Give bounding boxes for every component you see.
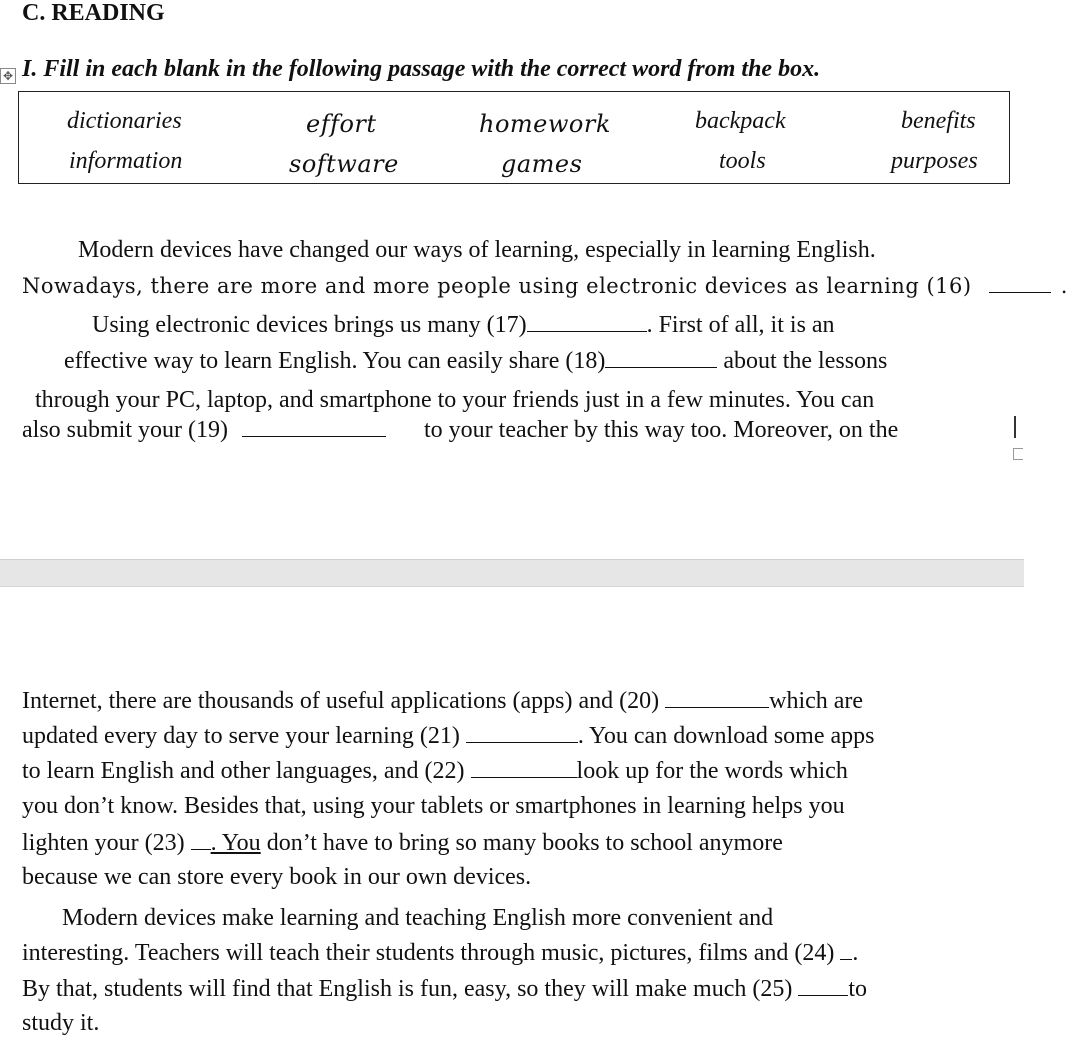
passage-line <box>92 312 835 339</box>
word-box-item: backpack <box>695 108 786 134</box>
word-box-item: software <box>289 150 399 178</box>
passage-text: to your teacher by this way too. Moreover, on the <box>423 417 899 443</box>
blank-22[interactable] <box>471 759 577 778</box>
passage-line: Modern devices make learning and teaching English more convenient and <box>62 905 774 931</box>
blank-21[interactable] <box>466 724 578 743</box>
passage-text: updated every day to serve your learning (21) <box>22 723 460 749</box>
passage-text: . <box>852 940 859 966</box>
word-box-item: homework <box>479 110 611 138</box>
blank-24[interactable] <box>840 941 852 960</box>
blank-25[interactable] <box>798 977 848 996</box>
word-box-item: information <box>69 148 183 174</box>
passage-line <box>22 688 863 715</box>
passage-line <box>22 758 848 785</box>
passage-text: effective way to learn English. You can easily share (18) <box>64 348 606 374</box>
passage-text: . <box>1060 274 1068 298</box>
passage-line <box>22 940 858 967</box>
passage-line <box>22 417 898 444</box>
passage-line: study it. <box>22 1010 100 1036</box>
passage-text: . First of all, it is an <box>646 312 835 338</box>
passage-line: Modern devices have changed our ways of learning, especially in learning English. <box>78 237 876 263</box>
passage-text: Nowadays, there are more and more people using electronic devices as learning (16) <box>22 274 972 298</box>
passage-text: to <box>848 976 868 1002</box>
passage-text: lighten your (23) <box>22 830 185 856</box>
passage-text: which are <box>769 688 864 714</box>
passage-text: By that, students will find that English is fun, easy, so they will make much (25) <box>22 976 793 1002</box>
passage-text: also submit your (19) <box>22 417 228 443</box>
word-box <box>18 91 1010 184</box>
passage-line: through your PC, laptop, and smartphone to your friends just in a few minutes. You can <box>35 387 875 413</box>
blank-16[interactable] <box>989 274 1051 293</box>
passage-line <box>22 830 783 857</box>
passage-text: interesting. Teachers will teach their students through music, pictures, films and (24) <box>22 940 835 966</box>
word-box-item: games <box>501 150 583 178</box>
blank-17[interactable] <box>527 313 647 332</box>
section-heading: C. READING <box>22 0 165 26</box>
word-box-item: effort <box>306 110 377 138</box>
word-box-item: benefits <box>901 108 976 134</box>
passage-text: look up for the words which <box>576 758 848 784</box>
word-box-item: dictionaries <box>67 108 182 134</box>
passage-line <box>64 348 887 375</box>
word-box-item: purposes <box>891 148 978 174</box>
passage-text: . You <box>210 830 261 856</box>
page-edge-marker <box>1013 448 1023 460</box>
passage-line <box>22 976 867 1003</box>
table-move-handle-icon[interactable]: ✥ <box>0 68 16 84</box>
passage-text: don’t have to bring so many books to school anymore <box>260 830 783 856</box>
passage-line: you don’t know. Besides that, using your tablets or smartphones in learning helps you <box>22 793 845 819</box>
blank-18[interactable] <box>605 349 717 368</box>
passage-text: Internet, there are thousands of useful applications (apps) and (20) <box>22 688 660 714</box>
blank-23[interactable] <box>191 831 211 850</box>
exercise-instruction: I. Fill in each blank in the following passage with the correct word from the box. <box>22 56 821 82</box>
page-break-gap <box>0 559 1024 587</box>
passage-text: to learn English and other languages, and (22) <box>22 758 465 784</box>
passage-line <box>22 723 875 750</box>
passage-line <box>22 274 1068 298</box>
text-cursor <box>1014 416 1016 438</box>
word-box-item: tools <box>719 148 766 174</box>
passage-text: . You can download some apps <box>577 723 875 749</box>
passage-text: about the lessons <box>723 348 888 374</box>
blank-19[interactable] <box>242 418 386 437</box>
passage-text: Using electronic devices brings us many (17) <box>92 312 527 338</box>
passage-line: because we can store every book in our own devices. <box>22 864 532 890</box>
blank-20[interactable] <box>665 689 769 708</box>
